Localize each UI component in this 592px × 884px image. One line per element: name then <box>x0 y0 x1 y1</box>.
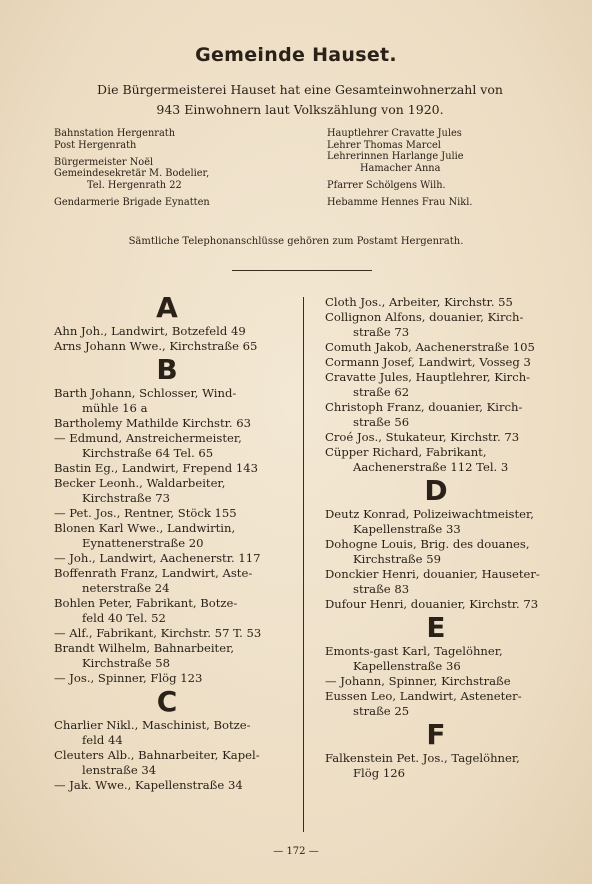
entry-line: Cleuters Alb., Bahnarbeiter, Kapel- <box>54 748 260 762</box>
directory-entry <box>54 416 280 431</box>
section-letter: B <box>156 353 178 386</box>
entry-line: feld 40 Tel. 52 <box>82 611 166 625</box>
entry-line: straße 73 <box>353 325 410 339</box>
entry-line: Ahn Joh., Landwirt, Botzefeld 49 <box>54 324 246 338</box>
info-left-block <box>54 128 304 214</box>
entry-line: Kapellenstraße 36 <box>353 659 461 673</box>
info-line: Post Hergenrath <box>54 139 137 151</box>
directory-entry <box>54 324 280 339</box>
entry-line: Brandt Wilhelm, Bahnarbeiter, <box>54 641 235 655</box>
entry-line: Charlier Nikl., Maschinist, Botze- <box>54 718 251 732</box>
entry-line: — Pet. Jos., Rentner, Stöck 155 <box>54 506 237 520</box>
entry-line: neterstraße 24 <box>82 581 170 595</box>
entry-line: Kirchstraße 73 <box>82 491 170 505</box>
entry-line: Bohlen Peter, Fabrikant, Botze- <box>54 596 238 610</box>
directory-entry <box>54 671 280 686</box>
section-letter: F <box>426 718 446 751</box>
directory-entry <box>325 430 547 445</box>
entry-line: — Jak. Wwe., Kapellenstraße 34 <box>54 778 243 792</box>
entry-line: Cravatte Jules, Hauptlehrer, Kirch- <box>325 370 531 384</box>
info-line: Bürgermeister Noël <box>54 156 154 168</box>
entry-line: Dohogne Louis, Brig. des douanes, <box>325 537 530 551</box>
entry-line: Kapellenstraße 33 <box>353 522 461 536</box>
entry-line: feld 44 <box>82 733 123 747</box>
entry-line: Bastin Eg., Landwirt, Frepend 143 <box>54 461 258 475</box>
entry-line: Cüpper Richard, Fabrikant, <box>325 445 487 459</box>
separator-rule <box>232 270 372 271</box>
directory-entry <box>54 339 280 354</box>
info-line: Hebamme Hennes Frau Nikl. <box>327 196 473 208</box>
entry-line: Comuth Jakob, Aachenerstraße 105 <box>325 340 535 354</box>
directory-entry <box>325 644 547 674</box>
directory-entry <box>54 718 280 748</box>
entry-line: — Alf., Fabrikant, Kirchstr. 57 T. 53 <box>54 626 262 640</box>
info-line: Hauptlehrer Cravatte Jules <box>327 128 462 139</box>
entry-line: Kirchstraße 59 <box>353 552 441 566</box>
directory-column-right <box>325 295 547 781</box>
directory-entry <box>325 507 547 537</box>
directory-entry <box>54 521 280 551</box>
info-line: Pfarrer Schölgens Wilh. <box>327 179 446 191</box>
directory-entry <box>54 596 280 626</box>
entry-line: — Johann, Spinner, Kirchstraße <box>325 674 511 688</box>
directory-entry <box>54 431 280 461</box>
entry-line: Boffenrath Franz, Landwirt, Aste- <box>54 566 253 580</box>
entry-line: straße 56 <box>353 415 410 429</box>
directory-entry <box>54 461 280 476</box>
info-group <box>327 128 557 174</box>
entry-line: Collignon Alfons, douanier, Kirch- <box>325 310 524 324</box>
entry-line: Donckier Henri, douanier, Hauseter- <box>325 567 540 581</box>
entry-line: Cloth Jos., Arbeiter, Kirchstr. 55 <box>325 295 513 309</box>
info-group <box>327 197 557 209</box>
section-letter: D <box>424 474 448 507</box>
section-letter: C <box>156 685 178 718</box>
entry-line: Arns Johann Wwe., Kirchstraße 65 <box>54 339 258 353</box>
entry-line: Flög 126 <box>353 766 405 780</box>
entry-line: Barth Johann, Schlosser, Wind- <box>54 386 237 400</box>
entry-line: Cormann Josef, Landwirt, Vosseg 3 <box>325 355 531 369</box>
directory-entry <box>54 551 280 566</box>
directory-entry <box>325 537 547 567</box>
directory-entry <box>325 340 547 355</box>
directory-entry <box>54 506 280 521</box>
page-title: Gemeinde Hauset. <box>195 44 397 66</box>
directory-entry <box>54 641 280 671</box>
entry-line: Blonen Karl Wwe., Landwirtin, <box>54 521 236 535</box>
column-divider <box>303 297 304 832</box>
directory-entry <box>54 748 280 778</box>
entry-line: — Edmund, Anstreichermeister, <box>54 431 242 445</box>
info-line: Bahnstation Hergenrath <box>54 128 176 139</box>
info-line: Lehrer Thomas Marcel <box>327 139 441 151</box>
directory-entry <box>325 295 547 310</box>
directory-entry <box>325 751 547 781</box>
directory-entry <box>54 566 280 596</box>
info-line: Gendarmerie Brigade Eynatten <box>54 196 210 208</box>
intro-line-1: Die Bürgermeisterei Hauset hat eine Gesamteinwohnerzahl von <box>97 82 503 97</box>
directory-entry <box>325 567 547 597</box>
info-group <box>54 197 304 209</box>
entry-line: Bartholemy Mathilde Kirchstr. 63 <box>54 416 252 430</box>
entry-line: Emonts-gast Karl, Tagelöhner, <box>325 644 503 658</box>
directory-entry <box>54 476 280 506</box>
info-group <box>54 157 304 192</box>
entry-line: Eynattenerstraße 20 <box>82 536 204 550</box>
entry-line: Aachenerstraße 112 Tel. 3 <box>353 460 509 474</box>
directory-entry <box>54 626 280 641</box>
info-line: Tel. Hergenrath 22 <box>87 179 182 191</box>
entry-line: — Jos., Spinner, Flög 123 <box>54 671 203 685</box>
directory-entry <box>325 310 547 340</box>
entry-line: Dufour Henri, douanier, Kirchstr. 73 <box>325 597 539 611</box>
entry-line: Kirchstraße 64 Tel. 65 <box>82 446 214 460</box>
directory-entry <box>325 445 547 475</box>
directory-entry <box>325 689 547 719</box>
telephone-note: Sämtliche Telephonanschlüsse gehören zum Postamt Hergenrath. <box>128 236 464 247</box>
entry-line: — Joh., Landwirt, Aachenerstr. 117 <box>54 551 261 565</box>
directory-entry <box>325 400 547 430</box>
info-line: Hamacher Anna <box>360 162 441 174</box>
info-group <box>327 180 557 192</box>
entry-line: straße 83 <box>353 582 410 596</box>
entry-line: mühle 16 a <box>82 401 148 415</box>
entry-line: straße 62 <box>353 385 410 399</box>
entry-line: Christoph Franz, douanier, Kirch- <box>325 400 523 414</box>
entry-line: Kirchstraße 58 <box>82 656 170 670</box>
page-number: — 172 — <box>273 846 319 857</box>
intro-line-2: 943 Einwohnern laut Volkszählung von 1920. <box>156 102 444 117</box>
directory-entry <box>325 597 547 612</box>
entry-line: Croé Jos., Stukateur, Kirchstr. 73 <box>325 430 520 444</box>
directory-entry <box>54 386 280 416</box>
entry-line: straße 25 <box>353 704 410 718</box>
directory-entry <box>325 674 547 689</box>
entry-line: lenstraße 34 <box>82 763 157 777</box>
section-letter: A <box>156 291 178 324</box>
directory-entry <box>325 370 547 400</box>
directory-entry <box>325 355 547 370</box>
info-line: Lehrerinnen Harlange Julie <box>327 151 464 162</box>
directory-column-left <box>54 292 280 793</box>
entry-line: Eussen Leo, Landwirt, Asteneter- <box>325 689 522 703</box>
entry-line: Becker Leonh., Waldarbeiter, <box>54 476 226 490</box>
info-group <box>54 128 304 151</box>
entry-line: Falkenstein Pet. Jos., Tagelöhner, <box>325 751 520 765</box>
info-right-block <box>327 128 557 214</box>
intro-text <box>70 80 530 120</box>
directory-entry <box>54 778 280 793</box>
section-letter: E <box>426 611 446 644</box>
entry-line: Deutz Konrad, Polizeiwachtmeister, <box>325 507 534 521</box>
info-line: Gemeindesekretär M. Bodelier, <box>54 168 210 179</box>
